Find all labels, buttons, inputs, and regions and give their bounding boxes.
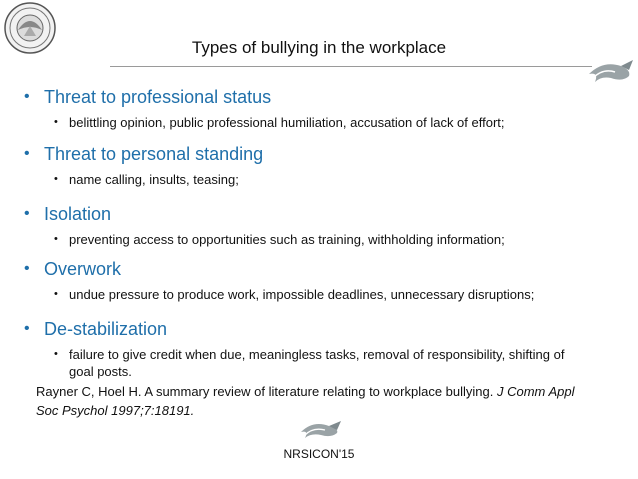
sub-bullet-text: failure to give credit when due, meaningless tasks, removal of responsibility, shifting of goal posts. xyxy=(69,347,565,379)
sub-bullet xyxy=(22,346,569,380)
fish-swirl-icon xyxy=(297,418,343,440)
citation xyxy=(36,382,596,420)
sub-bullet-text: belittling opinion, public professional humiliation, accusation of lack of effort; xyxy=(69,115,505,130)
main-bullet-text: Overwork xyxy=(44,259,122,279)
bullet-dot: • xyxy=(54,173,58,185)
main-bullet xyxy=(22,86,622,108)
society-emblem-icon xyxy=(4,2,56,54)
bullet-dot: • xyxy=(24,88,30,105)
main-bullet xyxy=(22,258,622,280)
title-divider xyxy=(110,66,592,67)
main-bullet-text: Threat to personal standing xyxy=(44,144,264,164)
bullet-list xyxy=(22,86,622,380)
bullet-dot: • xyxy=(24,205,30,222)
main-bullet xyxy=(22,143,622,165)
bullet-dot: • xyxy=(54,116,58,128)
main-bullet-text: Threat to professional status xyxy=(44,87,272,107)
main-bullet-text: Isolation xyxy=(44,204,112,224)
main-bullet-text: De-stabilization xyxy=(44,319,168,339)
main-bullet xyxy=(22,203,622,225)
sub-bullet xyxy=(22,114,622,131)
sub-bullet xyxy=(22,171,622,188)
sub-bullet-text: preventing access to opportunities such as training, withholding information; xyxy=(69,232,505,247)
bullet-dot: • xyxy=(54,288,58,300)
slide-title: Types of bullying in the workplace xyxy=(191,38,447,57)
bullet-dot: • xyxy=(24,320,30,337)
main-bullet xyxy=(22,318,622,340)
citation-main: Rayner C, Hoel H. A summary review of literature relating to workplace bullying. xyxy=(36,384,494,399)
fish-swirl-icon xyxy=(585,56,635,86)
bullet-dot: • xyxy=(54,233,58,245)
sub-bullet xyxy=(22,231,622,248)
sub-bullet-text: name calling, insults, teasing; xyxy=(69,172,239,187)
footer-label: NRSICON'15 xyxy=(283,447,355,461)
bullet-dot: • xyxy=(24,145,30,162)
citation-journal: J Comm Appl Soc Psychol 1997;7:18191. xyxy=(36,384,575,418)
sub-bullet-text: undue pressure to produce work, impossible deadlines, unnecessary disruptions; xyxy=(69,287,535,302)
bullet-dot: • xyxy=(24,260,30,277)
sub-bullet xyxy=(22,286,622,303)
bullet-dot: • xyxy=(54,348,58,360)
